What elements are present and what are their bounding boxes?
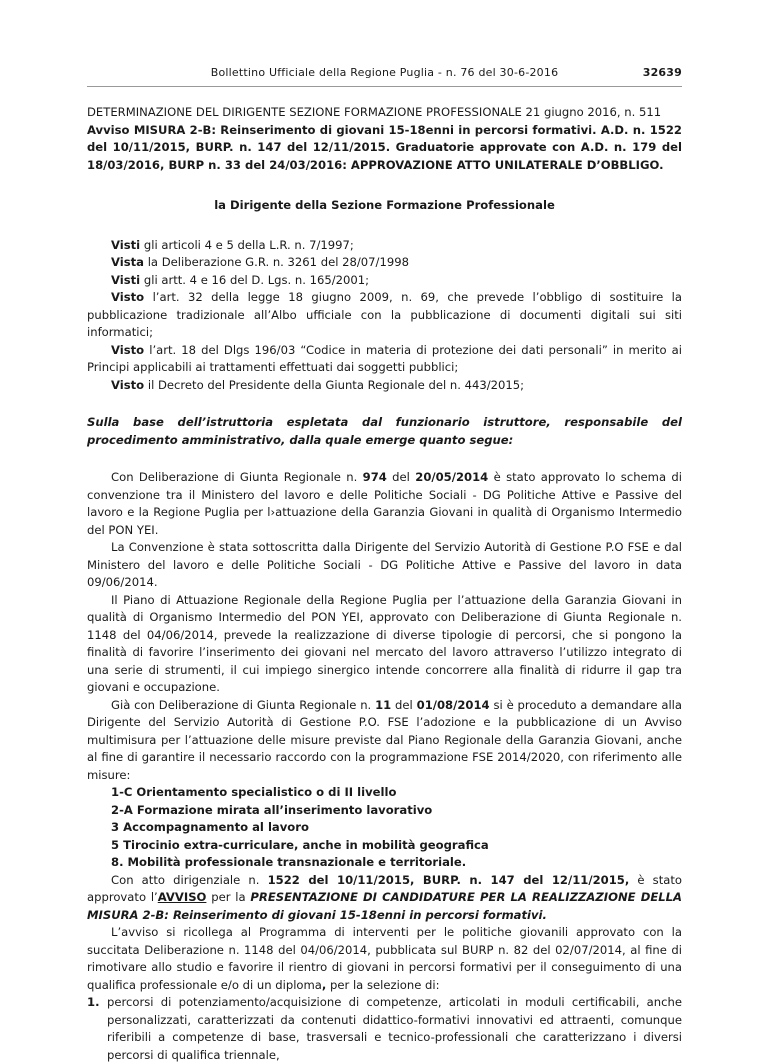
paragraph: L’avviso si ricollega al Programma di interventi per le politiche giovanili approvato con la succitata Deliberazione n. 1148 del 04/06/2014, pubblicata sul BURP n. 82 del 02/07/2014, al fine di rimotivare allo studio e favorire il rientro di giovani in percorsi formativi per il conseguimento di una qualifica professionale e/o di un diploma, per la selezione di: — [87, 925, 682, 992]
measure-item: 2-A Formazione mirata all’inserimento lavorativo — [111, 802, 433, 817]
paragraph: Il Piano di Attuazione Regionale della Regione Puglia per l’attuazione della Garanzia Giovani in qualità di Organismo Intermedio del PON YEI, approvato con Deliberazione di Giunta Regionale n. 1148 del 04/06/2014, prevede la realizzazione di diverse tipologie di percorsi, che si pongono la finalità di favorire l’inserimento dei giovani nel mercato del lavoro attraverso l’utilizzo integrato di una serie di strumenti, il cui impiego sinergico intende concorrere alla finalità di ridurre il gap tra giovani e occupazione. — [87, 592, 682, 694]
determination-subject: Avviso MISURA 2-B: Reinserimento di giovani 15-18enni in percorsi formativi. A.D. n. 1522 del 10/11/2015, BURP. n. 147 del 12/11/2015. Graduatorie approvate con A.D. n. 179 del 18/03/2016, BURP n. 33 del 24/03/2016: APPROVAZIONE ATTO UNILATERALE D’OBBLIGO. — [87, 122, 682, 172]
header-divider — [87, 86, 682, 87]
recital: Visto l’art. 32 della legge 18 giugno 2009, n. 69, che prevede l’obbligo di sostituire la pubblicazione tradizionale all’Albo ufficiale con la pubblicazione di documenti digitali sui siti informatici; — [87, 290, 682, 339]
paragraph: Con Deliberazione di Giunta Regionale n. 974 del 20/05/2014 è stato approvato lo schema di convenzione tra il Ministero del lavoro e delle Politiche Sociali - DG Politiche Attive e Passive del lavoro e la Regione Puglia per l›attuazione della Garanzia Giovani in qualità di Organismo Intermedio del PON YEI. — [87, 470, 682, 537]
measure-item: 1-C Orientamento specialistico o di II livello — [111, 785, 397, 799]
paragraph: Con atto dirigenziale n. 1522 del 10/11/2015, BURP. n. 147 del 12/11/2015, è stato approvato l’AVVISO per la PRESENTAZIONE DI CANDIDATURE PER LA REALIZZAZIONE DELLA MISURA 2-B: Reinserimento di giovani 15-18enni in percorsi formativi. — [87, 872, 683, 922]
bulletin-title: Bollettino Ufficiale della Regione Puglia - n. 76 del 30-6-2016 — [210, 66, 559, 79]
measure-item: 3 Accompagnamento al lavoro — [111, 820, 309, 834]
recital: Vista la Deliberazione G.R. n. 3261 del 28/07/1998 — [111, 255, 409, 269]
measures-list — [87, 784, 682, 872]
recital: Visti gli artt. 4 e 16 del D. Lgs. n. 165/2001; — [111, 272, 370, 287]
preamble: Sulla base dell’istruttoria espletata dal funzionario istruttore, responsabile del procedimento amministrativo, dalla quale emerge quanto segue: — [87, 415, 682, 447]
paragraph: Già con Deliberazione di Giunta Regionale n. 11 del 01/08/2014 si è proceduto a demandare alla Dirigente del Servizio Autorità di Gestione P.O. FSE l’adozione e la pubblicazione di un Avviso multimisura per l’attuazione delle misure previste dal Piano Regionale della Garanzia Giovani, anche al fine di garantire il necessario raccordo con la programmazione FSE 2014/2020, con riferimento alle misure: — [87, 697, 682, 782]
determination-heading: DETERMINAZIONE DEL DIRIGENTE SEZIONE FORMAZIONE PROFESSIONALE 21 giugno 2016, n. 511 — [87, 105, 662, 119]
measure-item: 8. Mobilità professionale transnazionale e territoriale. — [111, 855, 467, 869]
page-number: 32639 — [642, 66, 682, 79]
recital: Visti gli articoli 4 e 5 della L.R. n. 7/1997; — [111, 237, 354, 252]
recital: Visto l’art. 18 del Dlgs 196/03 “Codice in materia di protezione dei dati personali” in merito ai Principi applicabili ai trattamenti effettuati dai soggetti pubblici; — [87, 342, 682, 374]
recitals-list — [87, 237, 682, 395]
item-number: 1. — [87, 995, 100, 1009]
numbered-item — [87, 994, 682, 1064]
measure-item: 5 Tirocinio extra-curriculare, anche in mobilità geografica — [111, 837, 489, 852]
item-text: percorsi di potenziamento/acquisizione di competenze, articolati in moduli certificabili, anche personalizzati, caratterizzati da contenuti didattico-formativi innovativi ed attraenti, comunque riferibili a competenze di base, trasversali e tecnico-professionali che caratterizzano i diversi percorsi di qualifica triennale, — [107, 995, 682, 1062]
page-header — [87, 66, 682, 86]
recital: Visto il Decreto del Presidente della Giunta Regionale del n. 443/2015; — [111, 377, 525, 392]
paragraph: La Convenzione è stata sottoscritta dalla Dirigente del Servizio Autorità di Gestione P.O FSE e dal Ministero del lavoro e delle Politiche Sociali - DG Politiche Attive e Passive del lavoro in data 09/06/2014. — [87, 540, 682, 589]
issuer-heading: la Dirigente della Sezione Formazione Professionale — [214, 198, 555, 212]
document-body — [87, 104, 682, 1064]
